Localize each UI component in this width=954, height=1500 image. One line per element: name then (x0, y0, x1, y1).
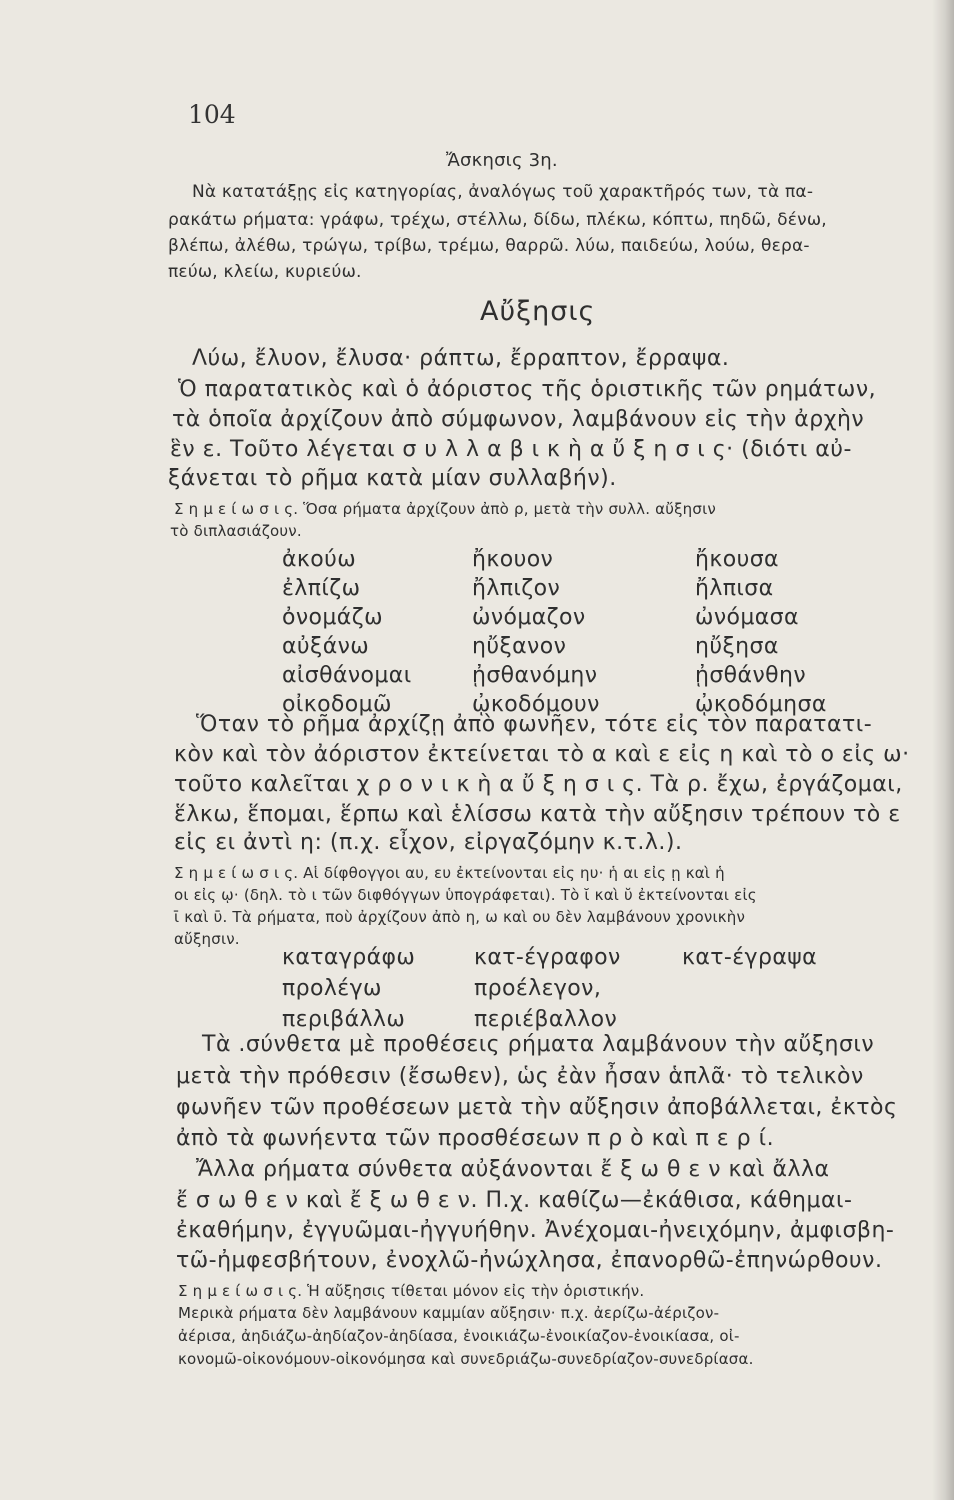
verb-form: ἤκουσα (695, 547, 779, 572)
compound-line: ἐκαθήμην, ἐγγυῶμαι-ἠγγυήθην. Ἀνέχομαι-ἠνειχόμην, ἀμφισβη- (176, 1218, 895, 1243)
verb-form: προλέγω (282, 976, 382, 1001)
exercise-line: βλέπω, ἀλέθω, τρώγω, τρίβω, τρέμω, θαρρῶ. λύω, παιδεύω, λούω, θερα- (168, 236, 810, 256)
compound-line: ἀπὸ τὰ φωνήεντα τῶν προσθέσεων π ρ ὸ καὶ π ε ρ ί. (176, 1126, 775, 1151)
temporal-note: οι εἰς ῳ· (δηλ. τὸ ι τῶν διφθόγγων ὑπογράφεται). Τὸ ῐ καὶ ῠ ἐκτείνονται εἰς (174, 886, 757, 904)
temporal-note: αὔξησιν. (174, 930, 240, 948)
compound-note: ἀέρισα, ἀηδιάζω-ἀηδίαζον-ἀηδίασα, ἐνοικιάζω-ἐνοικίαζον-ἐνοικίασα, οἰ- (178, 1327, 740, 1345)
verb-form: κατ-έγραφον (474, 945, 621, 970)
compound-col-aorist (682, 942, 817, 973)
exercise-line: ρακάτω ρήματα: γράφω, τρέχω, στέλλω, δίδω, πλέκω, κόπτω, πηδῶ, δένω, (168, 210, 827, 230)
compound-line: μετὰ τὴν πρόθεσιν (ἔσωθεν), ὡς ἐὰν ἦσαν ἁπλᾶ· τὸ τελικὸν (176, 1064, 864, 1089)
temporal-line: τοῦτο καλεῖται χ ρ ο ν ι κ ὴ α ὔ ξ η σ ι ς. Τὰ ρ. ἔχω, ἐργάζομαι, (174, 772, 903, 797)
verb-form: ὠνόμαζον (472, 605, 586, 630)
verb-form: ἤλπιζον (472, 576, 561, 601)
compound-col-imperfect (474, 942, 621, 1035)
verb-form: ὀνομάζω (282, 605, 383, 630)
verb-form: ᾐσθάνθην (695, 663, 807, 688)
compound-line: φωνῆεν τῶν προθέσεων μετὰ τὴν αὔξησιν ἀποβάλλεται, ἐκτὸς (176, 1095, 898, 1120)
temporal-line: κὸν καὶ τὸν ἀόριστον ἐκτείνεται τὸ α καὶ ε εἰς η καὶ τὸ ο εἰς ω· (174, 742, 910, 767)
compound-col-present (282, 942, 415, 1035)
compound-line: ἔ σ ω θ ε ν καὶ ἔ ξ ω θ ε ν. Π.χ. καθίζω—ἐκάθισα, κάθημαι- (176, 1188, 853, 1213)
temporal-line: εἰς ει ἀντὶ η: (π.χ. εἶχον, εἰργαζόμην κ.τ.λ.). (174, 830, 683, 855)
verb-form: ᾠκοδόμησα (695, 692, 827, 717)
syllabic-line: ἓν ε. Τοῦτο λέγεται σ υ λ λ α β ι κ ὴ α ὔ ξ η σ ι ς· (διότι αὐ- (170, 437, 852, 462)
syllabic-note: τὸ διπλασιάζουν. (170, 522, 302, 540)
verb-form: οἰκοδομῶ (282, 692, 392, 717)
compound-line: Τὰ .σύνθετα μὲ προθέσεις ρήματα λαμβάνουν τὴν αὔξησιν (202, 1032, 875, 1057)
verb-form: ηὔξανον (472, 634, 567, 659)
compound-line: Ἄλλα ρήματα σύνθετα αὐξάνονται ἔ ξ ω θ ε ν καὶ ἄλλα (196, 1157, 830, 1182)
page-number: 104 (188, 100, 236, 129)
temporal-note: ῑ καὶ ῡ. Τὰ ρήματα, ποὺ ἀρχίζουν ἀπὸ η, ω καὶ ου δὲν λαμβάνουν χρονικὴν (174, 908, 746, 926)
verb-form: περιβάλλω (282, 1007, 406, 1032)
temporal-note: Σ η μ ε ί ω σ ι ς. Αἱ δίφθογγοι αυ, ευ ἐκτείνονται εἰς ηυ· ἡ αι εἰς ῃ καὶ ἡ (174, 864, 725, 882)
syllabic-line: ξάνεται τὸ ρῆμα κατὰ μίαν συλλαβήν). (168, 466, 617, 491)
section-title: Αὔξησις (480, 296, 596, 327)
verb-form: ἤκουον (472, 547, 554, 572)
syllabic-note: Σ η μ ε ί ω σ ι ς. Ὅσα ρήματα ἀρχίζουν ἀπὸ ρ, μετὰ τὴν συλλ. αὔξησιν (174, 500, 716, 518)
verb-form: ἐλπίζω (282, 576, 361, 601)
syllabic-line: Λύω, ἔλυον, ἔλυσα· ράπτω, ἔρραπτον, ἔρραψα. (192, 346, 730, 371)
temporal-line: Ὅταν τὸ ρῆμα ἀρχίζῃ ἀπὸ φωνῆεν, τότε εἰς τὸν παρατατι- (196, 712, 873, 737)
binding-shadow (932, 0, 954, 1500)
exercise-heading: Ἄσκησις 3η. (446, 150, 558, 171)
verb-form: προέλεγον, (474, 976, 602, 1001)
verb-form: αἰσθάνομαι (282, 663, 412, 688)
verb-form: αὐξάνω (282, 634, 370, 659)
exercise-line: Νὰ κατατάξῃς εἰς κατηγορίας, ἀναλόγως τοῦ χαρακτῆρός των, τὰ πα- (192, 182, 814, 202)
temporal-col-present (282, 545, 412, 719)
verb-form: ᾠκοδόμουν (472, 692, 600, 717)
verb-form: ηὔξησα (695, 634, 779, 659)
temporal-col-aorist (695, 545, 827, 719)
compound-note: κονομῶ-οἰκονόμουν-οἰκονόμησα καὶ συνεδριάζω-συνεδρίαζον-συνεδρίασα. (178, 1350, 754, 1368)
exercise-line: πεύω, κλείω, κυριεύω. (168, 262, 362, 282)
syllabic-line: Ὁ παρατατικὸς καὶ ὁ ἀόριστος τῆς ὁριστικῆς τῶν ρημάτων, (178, 377, 877, 402)
compound-line: τῶ-ἠμφεσβήτουν, ἐνοχλῶ-ἠνώχλησα, ἐπανορθῶ-ἐπηνώρθουν. (176, 1248, 883, 1273)
verb-form: καταγράφω (282, 945, 416, 970)
verb-form: ὠνόμασα (695, 605, 799, 630)
compound-note: Μερικὰ ρήματα δὲν λαμβάνουν καμμίαν αὔξησιν· π.χ. ἀερίζω-ἀέριζον- (178, 1304, 720, 1322)
verb-form: περιέβαλλον (474, 1007, 618, 1032)
compound-note: Σ η μ ε ί ω σ ι ς. Ἡ αὔξησις τίθεται μόνον εἰς τὴν ὁριστικήν. (178, 1282, 645, 1300)
verb-form: ἤλπισα (695, 576, 774, 601)
verb-form: κατ-έγραψα (682, 945, 818, 970)
temporal-col-imperfect (472, 545, 600, 719)
verb-form: ᾐσθανόμην (472, 663, 598, 688)
verb-form: ἀκούω (282, 547, 357, 572)
syllabic-line: τὰ ὁποῖα ἀρχίζουν ἀπὸ σύμφωνον, λαμβάνουν εἰς τὴν ἀρχὴν (172, 407, 865, 432)
temporal-line: ἕλκω, ἕπομαι, ἕρπω καὶ ἑλίσσω κατὰ τὴν αὔξησιν τρέπουν τὸ ε (174, 802, 901, 827)
